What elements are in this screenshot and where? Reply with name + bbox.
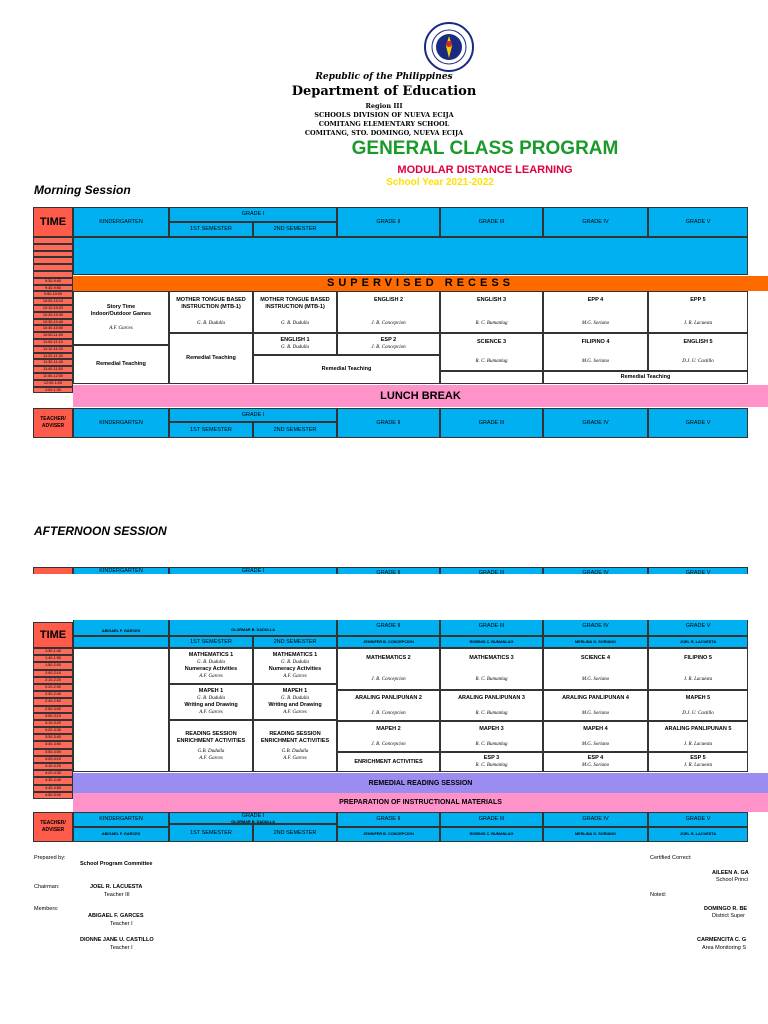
time-slot: 1:30-1:40	[33, 648, 73, 655]
g1-reading: READING SESSION	[185, 730, 237, 737]
time-slot: 11:40-11:50	[33, 366, 73, 373]
afternoon-header-strip	[33, 567, 748, 574]
g5-mapeh-cell	[648, 690, 748, 721]
republic-line: Republic of the Philippines	[315, 72, 453, 82]
division-line: SCHOOLS DIVISION OF NUEVA ECIJA	[314, 111, 454, 119]
time-slot: 3:20-3:30	[33, 727, 73, 734]
g3-esp-cell	[440, 752, 543, 772]
afternoon-footer-grade5: GRADE V	[648, 812, 748, 827]
afternoon-grade3-top: GRADE III	[440, 620, 543, 636]
strip-grade4: GRADE IV	[543, 567, 648, 574]
footer-grade1-sem2: 2ND SEMESTER	[253, 422, 337, 438]
member1-position: Teacher I	[110, 921, 133, 927]
recess-bar: SUPERVISED RECESS	[73, 276, 768, 291]
time-header: TIME	[33, 207, 73, 237]
g1-teacher: G. B. Dudulla	[280, 345, 310, 350]
g3-teacher: R. C. Bumanlag	[475, 677, 508, 682]
adviser-g5: JOEL R. LACUESTA	[648, 636, 748, 648]
g1-g2-remedial-cell	[253, 355, 440, 384]
g1-english-cell	[253, 333, 337, 355]
time-slot: 9:30-9:40	[33, 278, 73, 285]
time-slot: 2:30-2:40	[33, 691, 73, 698]
g3-math-cell	[440, 648, 543, 690]
time-slot: 2:00-2:10	[33, 670, 73, 677]
g1-mapeh-sem2-cell	[253, 684, 337, 720]
g2-teacher: J. B. Concepcion	[371, 345, 406, 350]
g4-science-cell	[543, 648, 648, 690]
k-story-time: Story Time	[106, 304, 136, 310]
g1-mapeh-sem1-cell	[169, 684, 253, 720]
g1-math-sem1-cell	[169, 648, 253, 684]
strip-grade3: GRADE III	[440, 567, 543, 574]
g2-teacher: J. B. Concepcion	[371, 741, 406, 747]
grade2-header: GRADE II	[337, 207, 440, 237]
g3-ap: ARALING PANLIPUNAN 3	[458, 694, 525, 701]
g2-enrichment: ENRICHMENT ACTIVITIES	[354, 758, 423, 765]
time-slot: 11:00-11:10	[33, 339, 73, 346]
member2-name: DIONNE JANE U. CASTILLO	[80, 937, 154, 943]
area-position: Area Monitoring S	[702, 945, 747, 951]
g3-english-cell	[440, 291, 543, 333]
preparation-bar: PREPARATION OF INSTRUCTIONAL MATERIALS	[73, 793, 768, 812]
page-title: GENERAL CLASS PROGRAM	[351, 138, 619, 159]
time-slot: 1:00-1:30	[33, 387, 73, 394]
g5-teacher-1: J. R. Lacuesta	[683, 321, 713, 326]
grade1-header: GRADE I	[169, 207, 337, 222]
morning-block	[73, 237, 748, 275]
g1-teacher-b: A.F. Garces	[199, 755, 223, 761]
g4-epp-cell	[543, 291, 648, 333]
time-slot: 10:40-10:50	[33, 325, 73, 332]
strip-grade5: GRADE V	[648, 567, 748, 574]
g1-teacher-b: A.F. Garces	[199, 710, 223, 715]
g5-teacher-2: D.J. U. Castillo	[682, 710, 714, 716]
g3-blank-cell	[440, 371, 543, 384]
g23-remedial: Remedial Teaching	[321, 366, 372, 372]
time-slot	[33, 251, 73, 258]
g4-epp: EPP 4	[587, 297, 604, 303]
time-slot: 10:00-10:10	[33, 298, 73, 305]
time-slot	[33, 257, 73, 264]
g5-teacher-1: J. R. Lacuesta	[683, 741, 713, 747]
lunch-bar: LUNCH BREAK	[73, 385, 768, 407]
g5-mapeh: MAPEH 5	[685, 694, 711, 701]
time-slot: 11:10-11:20	[33, 346, 73, 353]
g5-ap-cell	[648, 721, 748, 752]
g4-filipino-cell	[543, 333, 648, 371]
g1-remedial-cell	[169, 333, 253, 384]
g1-remedial: Remedial Teaching	[186, 355, 236, 361]
time-slot: 12:00-1:00	[33, 380, 73, 387]
afternoon-footer-adviser-g3: ROBINIS C. BUMANLAG	[440, 827, 543, 842]
grade1-sem2-header: 2ND SEMESTER	[253, 222, 337, 237]
afternoon-footer-grade1-label: GRADE I	[241, 812, 265, 819]
adviser-g3: ROBINIS C. BUMANLAG	[440, 636, 543, 648]
district-name: DOMINGO R. BE	[704, 906, 748, 912]
g2-mapeh: MAPEH 2	[376, 725, 401, 732]
footer-grade3: GRADE III	[440, 408, 543, 438]
afternoon-session-title: AFTERNOON SESSION	[34, 524, 167, 538]
g1-teacher-a: G. B. Dudulla	[280, 660, 310, 665]
g4-teacher: M.G. Soriano	[581, 763, 610, 768]
time-slot: 2:50-3:00	[33, 706, 73, 713]
k-games: Indoor/Outdoor Games	[90, 311, 152, 317]
g3-teacher: R. C. Bumanlag	[475, 321, 508, 326]
afternoon-time-header: TIME	[33, 622, 73, 648]
certified-label: Certified Correct:	[650, 855, 692, 861]
g1-mapeh: MAPEH 1	[282, 688, 308, 694]
strip-kindergarten: KINDERGARTEN	[73, 567, 169, 574]
g1-enrichment: ENRICHMENT ACTIVITIES	[176, 737, 246, 744]
g1-mtb-sem1: MOTHER TONGUE BASED INSTRUCTION (MTB-1)	[176, 297, 246, 310]
footer-grade1: GRADE I	[169, 408, 337, 422]
time-slot: 4:30-4:40	[33, 777, 73, 784]
g4-ap-cell	[543, 690, 648, 721]
g1-math-sem2-cell	[253, 648, 337, 684]
g2-mapeh-cell	[337, 721, 440, 752]
time-slot: 3:10-3:20	[33, 720, 73, 727]
time-slot: 1:50-2:00	[33, 662, 73, 669]
morning-time-column	[33, 237, 73, 393]
adviser-g2: JENNIFER B. CONCEPCION	[337, 636, 440, 648]
g3-teacher: R. C. Bumanlag	[475, 763, 508, 768]
school-year: School Year 2021-2022	[386, 177, 494, 188]
afternoon-footer-kinder: KINDERGARTEN	[73, 812, 169, 827]
g1-teacher-a: G. B. Dudulla	[196, 660, 226, 665]
footer-grade2: GRADE II	[337, 408, 440, 438]
g3-math: MATHEMATICS 3	[469, 655, 514, 661]
g1-teacher-a: G. B. Dudulla	[196, 696, 226, 701]
time-slot	[33, 237, 73, 244]
g5-epp: EPP 5	[690, 297, 706, 303]
g3-english: ENGLISH 3	[476, 297, 507, 303]
grade3-header: GRADE III	[440, 207, 543, 237]
time-slot: 3:00-3:10	[33, 713, 73, 720]
time-slot: 2:40-2:50	[33, 698, 73, 705]
members-label: Members:	[34, 906, 59, 912]
afternoon-footer-adviser-g4: MERLINA G. SORIANO	[543, 827, 648, 842]
time-slot	[33, 264, 73, 271]
footer-grade4: GRADE IV	[543, 408, 648, 438]
afternoon-footer-adviser-g5: JOEL R. LACUESTA	[648, 827, 748, 842]
address-line: COMITANG, STO. DOMINGO, NUEVA ECIJA	[304, 129, 464, 137]
g2-math: MATHEMATICS 2	[366, 655, 411, 661]
g1-teacher-b: A.F. Garces	[283, 710, 307, 715]
g3-teacher: R. C. Bumanlag	[475, 741, 508, 747]
time-slot: 2:20-2:30	[33, 684, 73, 691]
g3-teacher: R. C. Bumanlag	[475, 710, 508, 716]
grade1-sem1-header: 1ST SEMESTER	[169, 222, 253, 237]
g45-remedial: Remedial Teaching	[620, 374, 671, 380]
district-position: District Super	[712, 913, 746, 919]
footer-grade1-sem1: 1ST SEMESTER	[169, 422, 253, 438]
teacher-adviser-label: TEACHER/ ADVISER	[33, 408, 73, 438]
g5-esp: ESP 5	[690, 755, 706, 761]
committee-name: School Program Committee	[80, 861, 153, 867]
deped-seal-icon	[424, 22, 474, 72]
g5-filipino-cell	[648, 648, 748, 690]
time-slot: 4:50-5:00	[33, 792, 73, 799]
time-slot: 10:50-11:00	[33, 332, 73, 339]
g1-numeracy: Numeracy Activities	[268, 666, 322, 672]
strip-grade2: GRADE II	[337, 567, 440, 574]
g3-science: SCIENCE 3	[476, 339, 507, 345]
g2-ap: ARALING PANLIPUNAN 2	[355, 694, 422, 701]
g1-writing: Writing and Drawing	[184, 702, 238, 708]
time-slot: 3:50-4:00	[33, 749, 73, 756]
remedial-reading-bar: REMEDIAL READING SESSION	[73, 773, 768, 793]
afternoon-footer-grade3: GRADE III	[440, 812, 543, 827]
g5-teacher-2: D.J. U. Castillo	[682, 359, 714, 364]
afternoon-grade5-top: GRADE V	[648, 620, 748, 636]
time-slot: 11:30-11:40	[33, 359, 73, 366]
time-slot: 1:40-1:50	[33, 655, 73, 662]
afternoon-k-blank	[73, 648, 169, 772]
g4-teacher: M.G. Soriano	[581, 321, 610, 326]
time-slot: 3:30-3:40	[33, 734, 73, 741]
afternoon-footer-adviser-k: ABIGAEL F. GARCES	[73, 827, 169, 842]
g1-math: MATHEMATICS 1	[188, 652, 234, 658]
g3-science-cell	[440, 333, 543, 371]
time-slot: 3:40-3:50	[33, 741, 73, 748]
g1-teacher-b: A.F. Garces	[283, 755, 307, 761]
g1-teacher-a: G. B. Dudulla	[280, 696, 310, 701]
g3-mapeh-cell	[440, 721, 543, 752]
afternoon-grade1-top	[169, 620, 337, 636]
afternoon-kinder-top	[73, 620, 169, 636]
time-slot: 4:40-4:50	[33, 785, 73, 792]
time-slot: 9:50-10:00	[33, 291, 73, 298]
g4-mapeh: MAPEH 4	[583, 725, 608, 732]
afternoon-footer-grade1	[169, 812, 337, 824]
g5-english: ENGLISH 5	[683, 339, 713, 345]
g2-ap-cell	[337, 690, 440, 721]
principal-position: School Princi	[716, 877, 749, 883]
prepared-by-label: Prepared by:	[34, 855, 66, 861]
noted-label: Noted:	[650, 892, 667, 898]
time-slot	[33, 271, 73, 278]
g4-science: SCIENCE 4	[580, 655, 611, 661]
g1-teacher-b: A.F. Garces	[199, 674, 223, 679]
g1-reading: READING SESSION	[269, 730, 321, 737]
time-slot: 4:00-4:10	[33, 756, 73, 763]
afternoon-grade2-top: GRADE II	[337, 620, 440, 636]
g1-teacher-c: G.B. Dudulla	[281, 748, 309, 754]
afternoon-footer-sem1: 1ST SEMESTER	[169, 824, 253, 842]
g1-mtb-sem2: MOTHER TONGUE BASED INSTRUCTION (MTB-1)	[260, 297, 330, 310]
k-teacher: A.F. Garces	[109, 326, 133, 331]
g3-esp: ESP 3	[483, 755, 500, 761]
afternoon-footer-grade4: GRADE IV	[543, 812, 648, 827]
region-line: Region III	[365, 102, 403, 110]
g5-filipino: FILIPINO 5	[684, 655, 712, 661]
school-line: COMITANG ELEMENTARY SCHOOL	[318, 120, 450, 128]
g1-mtb-sem1-cell	[169, 291, 253, 333]
grade5-header: GRADE V	[648, 207, 748, 237]
grade4-header: GRADE IV	[543, 207, 648, 237]
afternoon-sem2: 2ND SEMESTER	[253, 636, 337, 648]
principal-name: AILEEN A. GA	[712, 870, 749, 876]
g4-teacher: M.G. Soriano	[581, 741, 610, 747]
page-subtitle: MODULAR DISTANCE LEARNING	[397, 164, 573, 176]
g1-english: ENGLISH 1	[280, 337, 310, 343]
g2-teacher: J. B. Concepcion	[371, 677, 406, 682]
g2-teacher: J. B. Concepcion	[371, 710, 406, 716]
kindergarten-header: KINDERGARTEN	[73, 207, 169, 237]
g2-english-cell	[337, 291, 440, 333]
g3-teacher: R. C. Bumanlag	[475, 359, 508, 364]
g1-teacher-c: G.B. Dudulla	[197, 748, 225, 754]
g5-teacher-1: J. R. Lacuesta	[683, 677, 713, 682]
afternoon-kinder-blank	[73, 636, 169, 648]
afternoon-footer-grade2: GRADE II	[337, 812, 440, 827]
g4-teacher: M.G. Soriano	[581, 677, 610, 682]
member2-position: Teacher I	[110, 945, 133, 951]
chairman-label: Chairman:	[34, 884, 60, 890]
g3-ap-cell	[440, 690, 543, 721]
g4-filipino: FILIPINO 4	[581, 339, 610, 345]
g1-mtb-sem2-cell	[253, 291, 337, 333]
g2-teacher: J. B. Concepcion	[371, 321, 406, 326]
g3-mapeh: MAPEH 3	[479, 725, 504, 732]
time-slot: 10:30-10:40	[33, 319, 73, 326]
g4-mapeh-cell	[543, 721, 648, 752]
g2-esp: ESP 2	[380, 337, 397, 343]
afternoon-time-column	[33, 648, 73, 799]
time-slot	[33, 244, 73, 251]
g2-math-cell	[337, 648, 440, 690]
g1-teacher: G. B. Dudulla	[280, 321, 310, 326]
g1-teacher: G. B. Dudulla	[196, 321, 226, 326]
g2-english: ENGLISH 2	[373, 297, 404, 303]
time-slot: 4:10-4:20	[33, 763, 73, 770]
adviser-g1: GLORMAR B. DADULLA	[231, 627, 275, 632]
chairman-position: Teacher III	[104, 892, 130, 898]
footer-kindergarten: KINDERGARTEN	[73, 408, 169, 438]
time-slot: 9:40-9:50	[33, 285, 73, 292]
area-name: CARMENCITA C. G	[697, 937, 747, 943]
g1-writing: Writing and Drawing	[268, 702, 322, 708]
g4-teacher: M.G. Soriano	[581, 710, 610, 716]
adviser-g4: MERLINA G. SORIANO	[543, 636, 648, 648]
k-remedial: Remedial Teaching	[96, 361, 146, 367]
strip-grade1: GRADE I	[169, 567, 337, 574]
g1-mapeh: MAPEH 1	[198, 688, 224, 694]
g1-enrichment: ENRICHMENT ACTIVITIES	[260, 737, 330, 744]
g1-reading-sem1-cell	[169, 720, 253, 772]
strip-time	[33, 567, 73, 574]
time-slot: 11:50-12:00	[33, 373, 73, 380]
chairman-name: JOEL R. LACUESTA	[90, 884, 143, 890]
g5-ap: ARALING PANLIPUNAN 5	[664, 725, 732, 732]
g45-remedial-cell	[543, 371, 748, 384]
department-line: Department of Education	[291, 84, 477, 99]
g4-esp: ESP 4	[587, 755, 604, 761]
time-slot: 10:10-10:20	[33, 305, 73, 312]
g5-english-cell	[648, 333, 748, 371]
footer-grade5: GRADE V	[648, 408, 748, 438]
g5-teacher-1: J. R. Lacuesta	[683, 763, 713, 768]
g4-ap: ARALING PANLIPUNAN 4	[562, 694, 629, 701]
member1-name: ABIGAEL F. GARCES	[88, 913, 144, 919]
g2-esp-cell	[337, 333, 440, 355]
afternoon-footer-adviser-g2: JENNIFER B. CONCEPCION	[337, 827, 440, 842]
adviser-k: ABIGAEL F. GARCES	[101, 628, 141, 633]
afternoon-sem1: 1ST SEMESTER	[169, 636, 253, 648]
g1-reading-sem2-cell	[253, 720, 337, 772]
afternoon-footer-sem2: 2ND SEMESTER	[253, 824, 337, 842]
time-slot: 10:20-10:30	[33, 312, 73, 319]
k-story-cell	[73, 291, 169, 345]
g1-math: MATHEMATICS 1	[272, 652, 318, 658]
time-slot: 4:20-4:30	[33, 770, 73, 777]
afternoon-header-top	[33, 620, 748, 636]
g5-esp-cell	[648, 752, 748, 772]
g1-numeracy: Numeracy Activities	[184, 666, 238, 672]
g1-teacher-b: A.F. Garces	[283, 674, 307, 679]
time-slot: 2:10-2:20	[33, 677, 73, 684]
afternoon-teacher-adviser-label: TEACHER/ ADVISER	[33, 812, 73, 842]
g4-teacher: M.G. Soriano	[581, 359, 610, 364]
morning-session-title: Morning Session	[34, 183, 131, 197]
afternoon-grade4-top: GRADE IV	[543, 620, 648, 636]
g2-enrichment-cell	[337, 752, 440, 772]
k-remedial-cell	[73, 345, 169, 384]
g4-esp-cell	[543, 752, 648, 772]
afternoon-footer-adviser-g1: GLORMAR B. DADULLA	[231, 819, 275, 824]
time-slot: 11:20-11:30	[33, 353, 73, 360]
g5-epp-cell	[648, 291, 748, 333]
